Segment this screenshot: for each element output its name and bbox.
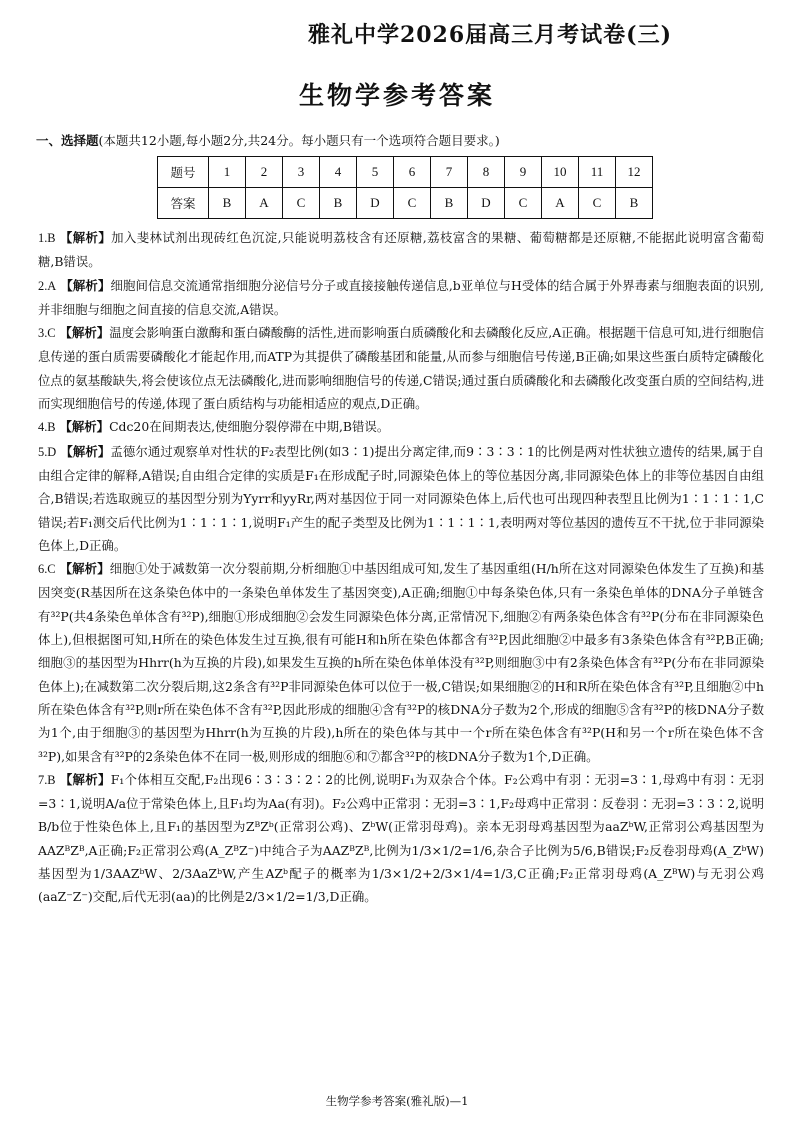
table-cell-answer: D <box>357 188 394 219</box>
table-cell-answer: C <box>283 188 320 219</box>
table-cell-number: 1 <box>209 157 246 188</box>
page-footer: 生物学参考答案(雅礼版)—1 <box>325 1094 469 1108</box>
jiexi-label: 【解析】 <box>59 561 110 577</box>
table-cell-answer: C <box>505 188 542 219</box>
table-cell-answer: B <box>320 188 357 219</box>
table-cell-answer: A <box>542 188 579 219</box>
table-cell-number: 4 <box>320 157 357 188</box>
jiexi-label: 【解析】 <box>59 325 110 341</box>
table-cell-answer: D <box>468 188 505 219</box>
document-title: 生物学参考答案 <box>298 81 495 110</box>
row-label-answer: 答案 <box>158 188 209 219</box>
question-answer: 2.A <box>38 278 57 293</box>
explanation-item <box>38 440 764 557</box>
answer-table <box>157 156 653 219</box>
table-cell-answer: C <box>579 188 616 219</box>
question-answer: 5.D <box>38 444 57 459</box>
table-cell-answer: A <box>246 188 283 219</box>
question-answer: 7.B <box>38 772 56 787</box>
explanation-item <box>38 557 764 768</box>
table-cell-number: 12 <box>616 157 653 188</box>
question-answer: 3.C <box>38 326 56 341</box>
explanation-item <box>38 768 764 909</box>
row-label-number: 题号 <box>158 157 209 188</box>
explanation-text: 孟德尔通过观察单对性状的F₂表型比例(如3∶1)提出分离定律,而9∶3∶3∶1的比例是两对性状独立遗传的结果,属于自由组合定律的解释,A错误;自由组合定律的实质是F₁在形成配子时,同源染色体上的等位基因分离,非同源染色体上的非等位基因自由组合,B错误;若选取豌豆的基因型分别为Yyrr和yyRr,两对基因位于同一对同源染色体上,后代也可出现四种表型且比例为1∶1∶1∶1,C错误;若F₁测交后代比例为1∶1∶1∶1,说明F₁产生的配子类型及比例为1∶1∶1∶1,表明两对等位基因的遗传互不干扰,位于非同源染色体上,D正确。 <box>38 443 764 553</box>
table-cell-number: 11 <box>579 157 616 188</box>
answer-table-number-row <box>158 157 653 188</box>
table-cell-number: 10 <box>542 157 579 188</box>
question-answer: 6.C <box>38 562 56 577</box>
jiexi-label: 【解析】 <box>60 443 111 459</box>
explanation-text: 细胞①处于减数第一次分裂前期,分析细胞①中基因组成可知,发生了基因重组(H/h所在这对同源染色体发生了互换)和基因突变(R基因所在这条染色体中的一条染色单体发生了基因突变),A正确;细胞①中每条染色体,只有一条染色单体的DNA分子单链含有³²P(共4条染色单体含有³²P),细胞①形成细胞②会发生同源染色体分离,正常情况下,细胞②有两条染色体含有³²P(分布在非同源染色体上),但根据图可知,H所在的染色体发生过互换,很有可能H和h所在染色体都含有³²P,因此细胞②中最多有3条染色体含有³²P,B正确;细胞③的基因型为Hhrr(h为互换的片段),如果发生互换的h所在染色体单体没有³²P,则细胞③中有2条染色体含有³²P(分布在非同源染色体上);在减数第二次分裂后期,这2条含有³²P非同源染色体可以位于一极,C错误;如果细胞②的H和R所在染色体含有³²P,且细胞②中h所在染色体含有³²P,则r所在染色体不含有³²P,因此形成的细胞④含有³²P的核DNA分子数为2个,形成的细胞⑤含有³²P的核DNA分子数为1个,由于细胞③的基因型为Hhrr(h为互换的片段),h所在的染色体与其中一个r所在染色体含有³²P(H和另一个r所在染色体不含³²P),如果含有³²P的2条染色体不在同一极,则形成的细胞⑥和⑦都含³²P的核DNA分子数为1个,D正确。 <box>38 561 764 764</box>
explanation-text: Cdc20在间期表达,使细胞分裂停滞在中期,B错误。 <box>109 419 390 435</box>
jiexi-label: 【解析】 <box>60 277 111 293</box>
jiexi-label: 【解析】 <box>59 771 111 787</box>
exam-header-title: 雅礼中学2026届高三月考试卷(三) <box>307 22 672 48</box>
table-cell-number: 3 <box>283 157 320 188</box>
explanation-text: F₁个体相互交配,F₂出现6∶3∶3∶2∶2的比例,说明F₁为双杂合个体。F₂公鸡中有羽∶无羽=3∶1,母鸡中有羽∶无羽=3∶1,说明A/a位于常染色体上,且F₁均为Aa(有羽)。F₂公鸡中正常羽∶无羽=3∶1,F₂母鸡中正常羽∶反卷羽∶无羽=3∶3∶2,说明B/b位于性染色体上,且F₁的基因型为ZᴮZᵇ(正常羽公鸡)、ZᵇW(正常羽母鸡)。亲本无羽母鸡基因型为aaZᵇW,正常羽公鸡基因型为AAZᴮZᴮ,A正确;F₂正常羽公鸡(A_ZᴮZ⁻)中纯合子为AAZᴮZᴮ,比例为1/3×1/2=1/6,杂合子比例为5/6,B错误;F₂反卷羽母鸡(A_ZᵇW)基因型为1/3AAZᵇW、2/3AaZᵇW,产生AZᵇ配子的概率为1/3×1/2+2/3×1/4=1/3,C正确;F₂正常羽母鸡(A_ZᴮW)与无羽公鸡(aaZ⁻Z⁻)交配,后代无羽(aa)的比例是2/3×1/2=1/3,D正确。 <box>38 771 764 905</box>
table-cell-answer: C <box>394 188 431 219</box>
table-cell-number: 5 <box>357 157 394 188</box>
question-answer: 4.B <box>38 420 56 435</box>
table-cell-number: 8 <box>468 157 505 188</box>
table-cell-number: 2 <box>246 157 283 188</box>
section-heading-label: 一、选择题 <box>36 133 99 148</box>
explanation-item <box>38 274 764 322</box>
explanation-text: 温度会影响蛋白激酶和蛋白磷酸酶的活性,进而影响蛋白质磷酸化和去磷酸化反应,A正确。根据题干信息可知,进行细胞信息传递的蛋白质需要磷酸化才能起作用,而ATP为其提供了磷酸基团和能量,从而参与细胞信号传递,B正确;如果这些蛋白质特定磷酸化位点的氨基酸缺失,将会使该位点无法磷酸化,进而影响细胞信号的传递,C错误;通过蛋白质磷酸化和去磷酸化改变蛋白质的空间结构,进而实现细胞信号的传递,体现了蛋白质结构与功能相适应的观点,D正确。 <box>38 325 764 412</box>
table-cell-answer: B <box>431 188 468 219</box>
table-cell-number: 7 <box>431 157 468 188</box>
answer-table-answer-row <box>158 188 653 219</box>
jiexi-label: 【解析】 <box>59 419 110 435</box>
question-answer: 1.B <box>38 231 56 245</box>
jiexi-label: 【解析】 <box>59 230 112 245</box>
explanation-text: 细胞间信息交流通常指细胞分泌信号分子或直接接触传递信息,b亚单位与H受体的结合属于外界毒素与细胞表面的识别,并非细胞与细胞之间直接的信息交流,A错误。 <box>38 277 764 317</box>
section-heading <box>36 131 764 149</box>
explanation-text: 加入斐林试剂出现砖红色沉淀,只能说明荔枝含有还原糖,荔枝富含的果糖、葡萄糖都是还原糖,不能据此说明富含葡萄糖,B错误。 <box>38 230 764 270</box>
explanation-item <box>38 321 764 415</box>
table-cell-number: 9 <box>505 157 542 188</box>
explanation-item <box>38 415 764 439</box>
table-cell-answer: B <box>209 188 246 219</box>
section-heading-note: (本题共12小题,每小题2分,共24分。每小题只有一个选项符合题目要求。) <box>98 133 500 148</box>
table-cell-answer: B <box>616 188 653 219</box>
answer-explanations <box>38 226 764 909</box>
explanation-item <box>38 226 764 274</box>
table-cell-number: 6 <box>394 157 431 188</box>
